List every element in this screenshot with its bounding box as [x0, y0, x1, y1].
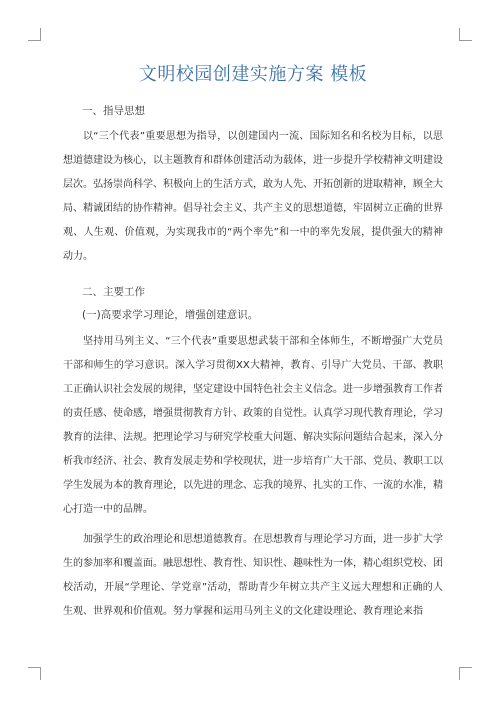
crop-mark-bottom-right	[459, 667, 472, 680]
paragraph-study-theory: 坚持用马列主义、“三个代表”重要思想武装干部和全体师生，不断增强广大党员干部和师生的学习意识。深入学习贯彻XX大精神，教育、引导广大党员、干部、教职工正确认识社会发展的规律，坚定建设中国特色社会主义信念。进一步增强教育工作者的责任感、使命感，增强贯彻教育方针、政策的自觉性。认真学习现代教育理论，学习教育的法律、法规。把理论学习与研究学校重大问题、解决实际问题结合起来，深入分析我市经济、社会、教育发展走势和学校现状，进一步培育广大干部、党员、教职工以学生发展为本的教育理论，以先进的理念、忘我的境界、扎实的工作、一流的水准，精心打造一中的品牌。	[63, 336, 443, 515]
crop-mark-bottom-left	[28, 667, 41, 680]
paragraph-student-education: 加强学生的政治理论和思想道德教育。在思想教育与理论学习方面，进一步扩大学生的参加率和覆盖面。融思想性、教育性、知识性、趣味性为一体，精心组织党校、团校活动，开展“学理论、学党章”活动，帮助青少年树立共产主义远大理想和正确的人生观、世界观和价值观。努力掌握和运用马列主义的文化建设理论、教育理论来指	[63, 534, 443, 617]
section-heading-guiding-ideology: 一、指导思想	[82, 105, 145, 117]
section-heading-main-work: 二、主要工作	[82, 286, 145, 298]
document-page	[63, 62, 443, 624]
crop-mark-top-right	[459, 28, 472, 41]
paragraph-guiding-ideology: 以“三个代表”重要思想为指导，以创建国内一流、国际知名和名校为目标，以思想道德建设为核心，以主题教育和群体创建活动为载体，进一步提升学校精神文明建设层次。弘扬崇尚科学、积极向上的生活方式，敢为人先、开拓创新的进取精神，顾全大局、精诚团结的协作精神。倡导社会主义、共产主义的思想道德，牢固树立正确的世界观、人生观、价值观，为实现我市的“两个率先”和一中的率先发展，提供强大的精神动力。	[63, 131, 443, 262]
crop-mark-top-left	[28, 28, 41, 41]
subsection-heading-study-theory: (一)高要求学习理论，增强创建意识。	[82, 309, 259, 321]
document-title: 文明校园创建实施方案 模板	[138, 64, 368, 85]
